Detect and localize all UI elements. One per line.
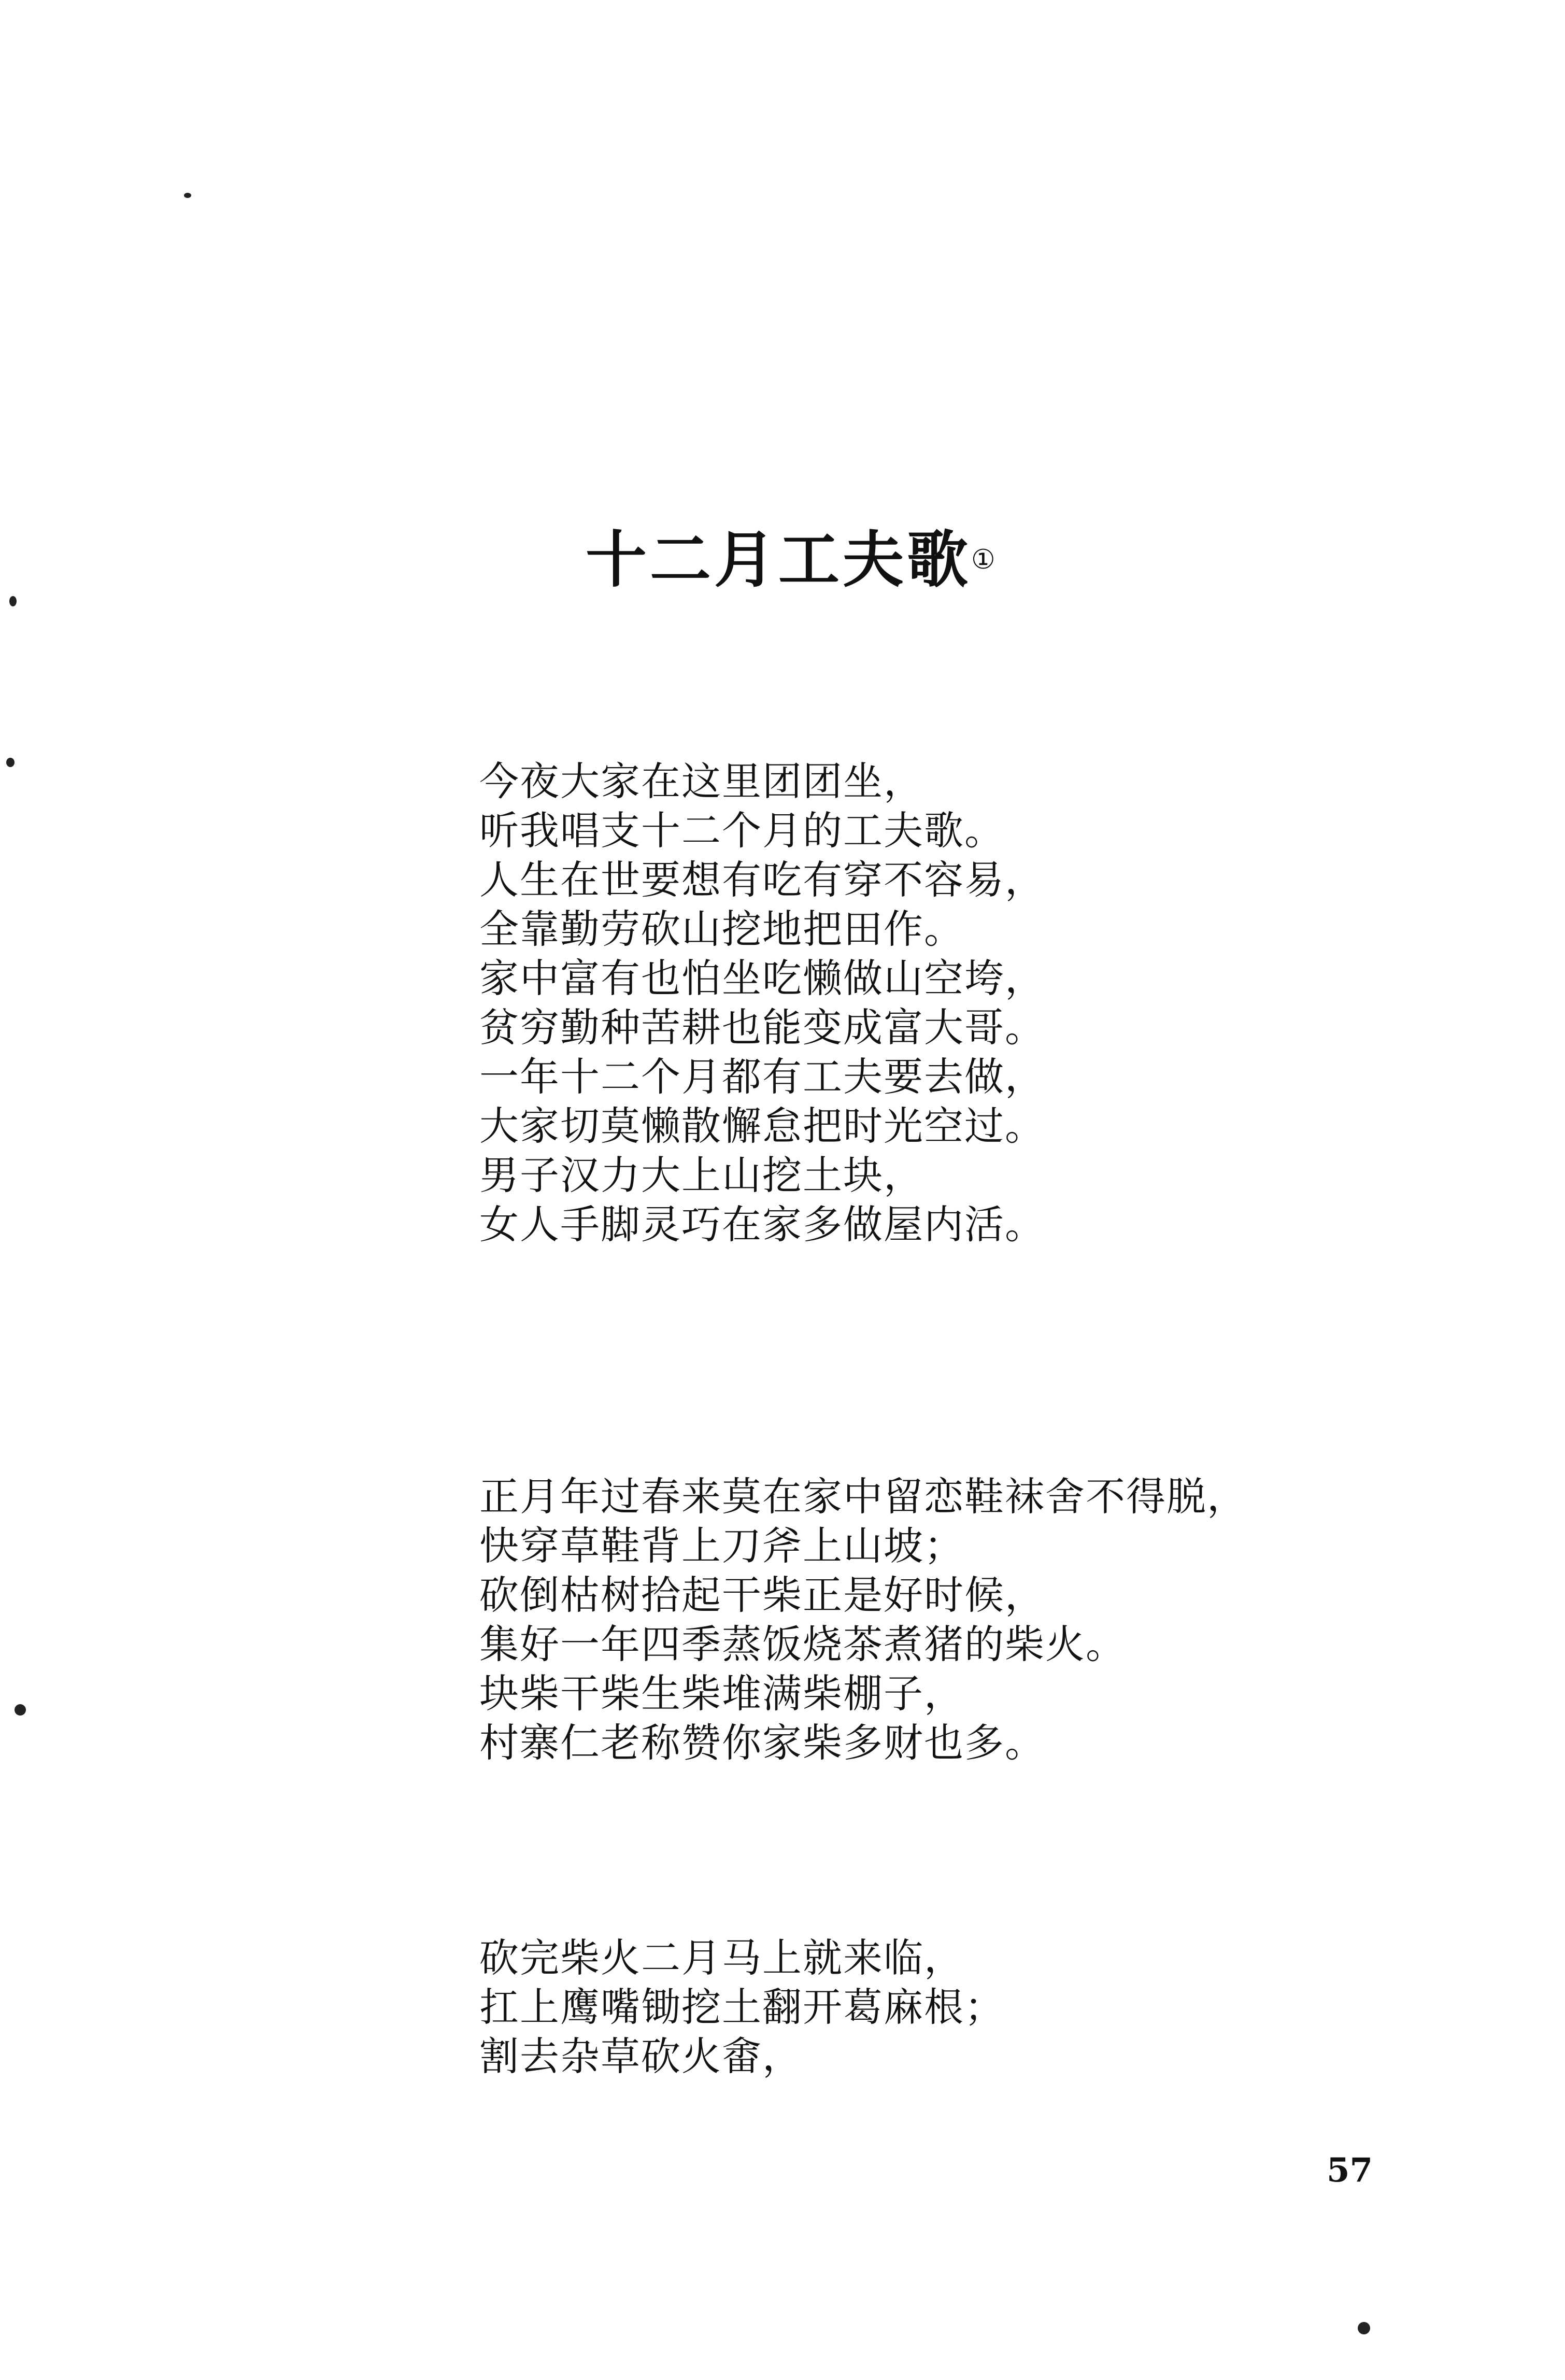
stanza-2 <box>479 1472 1247 1767</box>
poem-line: 全靠勤劳砍山挖地把田作。 <box>479 906 964 952</box>
poem-line: 女人手脚灵巧在家多做屋内活。 <box>479 1201 1045 1248</box>
poem-line: 村寨仁老称赞你家柴多财也多。 <box>479 1720 1045 1766</box>
poem-line: 正月年过春来莫在家中留恋鞋袜舍不得脱， <box>479 1474 1247 1520</box>
poem-line: 砍完柴火二月马上就来临， <box>479 1935 964 1981</box>
scan-speck <box>184 193 191 198</box>
poem-line: 块柴干柴生柴堆满柴棚子， <box>479 1670 964 1717</box>
poem-line: 一年十二个月都有工夫要去做， <box>479 1054 1045 1100</box>
poem-title <box>586 523 999 596</box>
stanza-3 <box>479 1933 1005 2081</box>
poem-line: 砍倒枯树拾起干柴正是好时候， <box>479 1572 1045 1618</box>
poem-line: 贫穷勤种苦耕也能变成富大哥。 <box>479 1004 1045 1051</box>
poem-line: 割去杂草砍火畬， <box>479 2033 803 2079</box>
poem-line: 大家切莫懒散懈怠把时光空过。 <box>479 1103 1045 1149</box>
poem-line: 听我唱支十二个月的工夫歌。 <box>479 808 1005 854</box>
page-number: 57 <box>1327 2151 1373 2190</box>
poem-line: 集好一年四季蒸饭烧茶煮猪的柴火。 <box>479 1621 1126 1667</box>
poem-title-text: 十二月工夫歌 <box>586 524 972 596</box>
poem-line: 快穿草鞋背上刀斧上山坡； <box>479 1523 964 1569</box>
poem-line: 今夜大家在这里团团坐， <box>479 758 924 804</box>
scan-speck <box>15 1704 26 1716</box>
footnote-marker: ① <box>971 544 999 575</box>
poem-line: 人生在世要想有吃有穿不容易， <box>479 857 1045 903</box>
scan-speck <box>9 596 17 606</box>
stanza-1 <box>479 757 1045 1249</box>
scan-speck <box>6 758 15 767</box>
poem-line: 扛上鹰嘴锄挖土翻开葛麻根； <box>479 1984 1005 2030</box>
poem-line: 男子汉力大上山挖土块， <box>479 1152 924 1198</box>
scan-speck <box>1358 2322 1370 2334</box>
poem-line: 家中富有也怕坐吃懒做山空垮， <box>479 955 1045 1001</box>
